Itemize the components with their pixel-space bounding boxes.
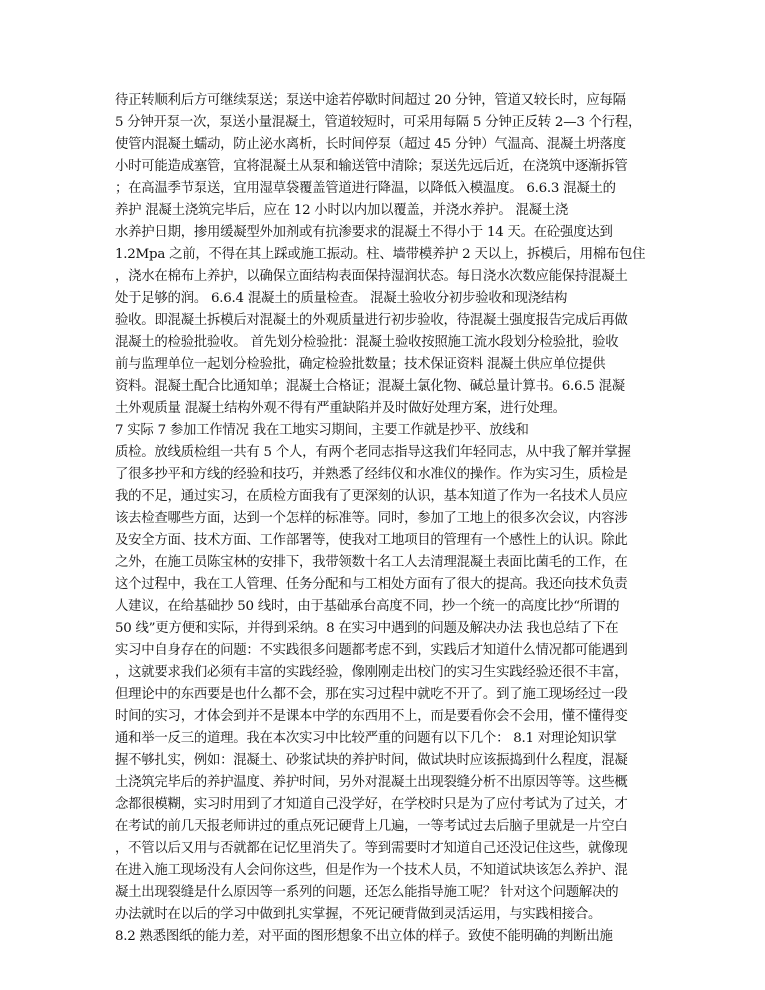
text-line: 该去检查哪些方面，达到一个怎样的标准等。同时，参加了工地上的很多次会议，内容涉 <box>115 511 628 526</box>
text-line: 处于足够的润。 6.6.4 混凝土的质量检查。 混凝土验收分初步验收和现浇结构 <box>115 291 568 306</box>
text-line: 实习中自身存在的问题：不实践很多问题都考虑不到，实践后才知道什么情况都可能遇到 <box>115 643 628 658</box>
text-line: 之外，在施工员陈宝林的安排下，我带领数十名工人去清理混凝土表面比菌毛的工作，在 <box>115 555 628 570</box>
text-line: 在考试的前几天报老师讲过的重点死记硬背上几遍，一等考试过去后脑子里就是一片空白 <box>115 819 628 834</box>
text-line: 养护 混凝土浇筑完毕后，应在 12 小时以内加以覆盖，并浇水养护。 混凝土浇 <box>115 203 569 218</box>
text-line: 这个过程中，我在工人管理、任务分配和与工相处方面有了很大的提高。我还向技术负责 <box>115 577 628 592</box>
text-line: 质检。放线质检组一共有 5 个人，有两个老同志指导这我们年轻同志，从中我了解并掌握 <box>115 445 631 460</box>
text-line: 凝土出现裂缝是什么原因等一系列的问题，还怎么能指导施工呢？ 针对这个问题解决的 <box>115 885 619 900</box>
text-line: 1.2Mpa 之前，不得在其上踩或施工振动。柱、墙带模养护 2 天以上，拆模后，用棉布包住 <box>115 247 646 262</box>
text-line: 及安全方面、技术方面、工作部署等，使我对工地项目的管理有一个感性上的认识。除此 <box>115 533 628 548</box>
text-line: 办法就时在以后的学习中做到扎实掌握，不死记硬背做到灵活运用，与实践相接合。 <box>115 907 602 922</box>
text-line: 水养护日期，掺用缓凝型外加剂或有抗渗要求的混凝土不得小于 14 天。在砼强度达到 <box>115 225 613 240</box>
text-line: 前与监理单位一起划分检验批，确定检验批数量；技术保证资料 混凝土供应单位提供 <box>115 357 606 372</box>
text-line: 土浇筑完毕后的养护温度、养护时间，另外对混凝土出现裂缝分析不出原因等等。这些概 <box>115 775 628 790</box>
text-line: 使管内混凝土蠕动，防止泌水离析，长时间停泵（超过 45 分钟）气温高、混凝土坍落度 <box>115 137 626 152</box>
text-line: 握不够扎实，例如：混凝土、砂浆试块的养护时间，做试块时应该振捣到什么程度，混凝 <box>115 753 628 768</box>
text-line: 5 分钟开泵一次，泵送小量混凝土，管道较短时，可采用每隔 5 分钟正反转 2—3 个行程， <box>115 115 642 130</box>
text-line: 8.2 熟悉图纸的能力差，对平面的图形想象不出立体的样子。致使不能明确的判断出施 <box>115 929 613 944</box>
text-line: 在进入施工现场没有人会问你这些，但是作为一个技术人员，不知道试块该怎么养护、混 <box>115 863 628 878</box>
text-line: 土外观质量 混凝土结构外观不得有严重缺陷并及时做好处理方案，进行处理。 <box>115 401 566 416</box>
text-line: 我的不足，通过实习，在质检方面我有了更深刻的认识，基本知道了作为一名技术人员应 <box>115 489 628 504</box>
text-line: ，浇水在棉布上养护，以确保立面结构表面保持湿润状态。每日浇水次数应能保持混凝土 <box>115 269 628 284</box>
text-line: 验收。即混凝土拆模后对混凝土的外观质量进行初步验收，待混凝土强度报告完成后再做 <box>115 313 628 328</box>
text-line: 待正转顺利后方可继续泵送；泵送中途若停歇时间超过 20 分钟，管道又较长时，应每隔 <box>115 93 626 108</box>
text-line: ，不管以后又用与否就都在记忆里消失了。等到需要时才知道自己还没记住这些，就像现 <box>115 841 628 856</box>
text-line: 了很多抄平和方线的经验和技巧，并熟悉了经纬仪和水准仪的操作。作为实习生，质检是 <box>115 467 628 482</box>
text-line: 资料。混凝土配合比通知单；混凝土合格证；混凝土氯化物、碱总量计算书。6.6.5 混凝 <box>115 379 625 394</box>
text-line: 人建议，在给基础抄 50 线时，由于基础承台高度不同，抄一个统一的高度比抄“所谓的 <box>115 599 620 614</box>
text-line: 通和举一反三的道理。我在本次实习中比较严重的问题有以下几个： 8.1 对理论知识掌 <box>115 731 617 746</box>
text-line: 小时可能造成塞管，宜将混凝土从泵和输送管中清除；泵送先远后近，在浇筑中逐渐拆管 <box>115 159 628 174</box>
text-line: 7 实际 7 参加工作情况 我在工地实习期间，主要工作就是抄平、放线和 <box>115 423 529 438</box>
text-line: ；在高温季节泵送，宜用湿草袋覆盖管道进行降温，以降低入模温度。 6.6.3 混凝土的 <box>115 181 616 196</box>
text-line: 混凝土的检验批验收。 首先划分检验批：混凝土验收按照施工流水段划分检验批，验收 <box>115 335 619 350</box>
text-line: 时间的实习，才体会到并不是课本中学的东西用不上，而是要看你会不会用，懂不懂得变 <box>115 709 628 724</box>
text-line: ，这就要求我们必须有丰富的实践经验，像刚刚走出校门的实习生实践经验还很不丰富， <box>115 665 628 680</box>
text-line: 50 线”更方便和实际，并得到采纳。8 在实习中遇到的问题及解决办法 我也总结了下在 <box>115 621 619 636</box>
text-line: 但理论中的东西要是也什么都不会，那在实习过程中就吃不开了。到了施工现场经过一段 <box>115 687 628 702</box>
text-line: 念都很模糊，实习时用到了才知道自己没学好，在学校时只是为了应付考试为了过关，才 <box>115 797 628 812</box>
